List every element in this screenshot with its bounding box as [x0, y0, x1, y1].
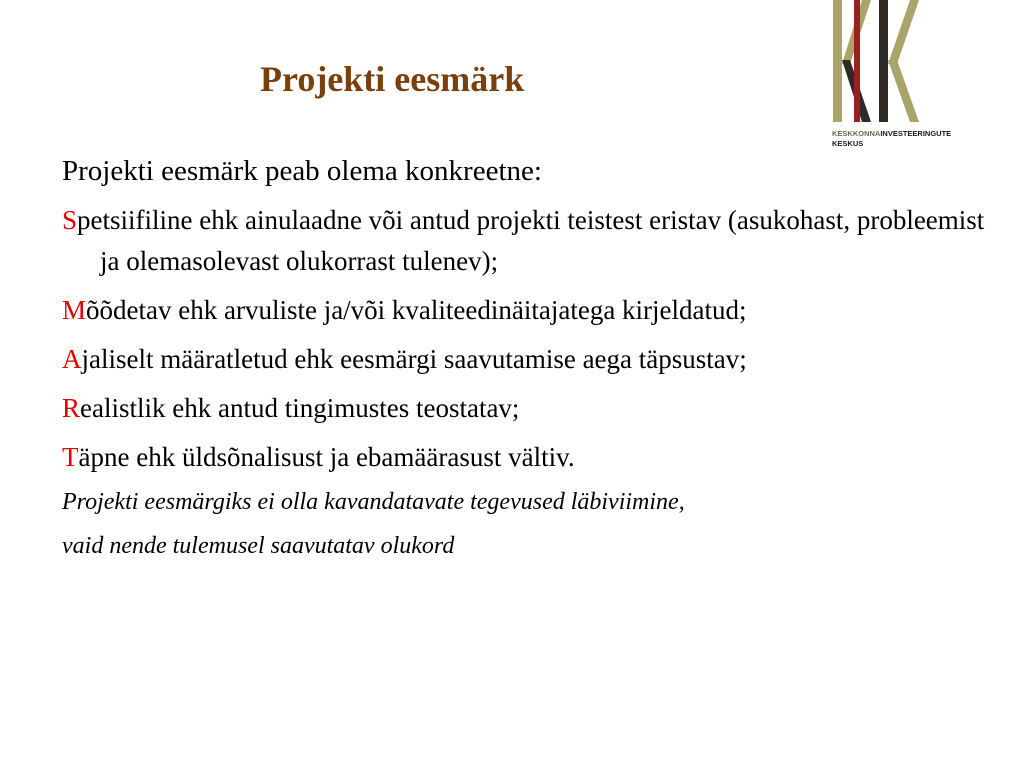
- smart-letter: M: [62, 295, 87, 325]
- italic-note-line-2: vaid nende tulemusel saavutatav olukord: [62, 533, 455, 559]
- smart-letter: R: [62, 393, 81, 423]
- logo-k2-stem: [879, 0, 888, 122]
- smart-item-measurable: [62, 290, 992, 331]
- logo-k2-lower-arm: [888, 60, 919, 122]
- smart-text: äpne ehk üldsõnalisust ja ebamäärasust vältiv.: [78, 442, 575, 472]
- logo-wordmark: [832, 129, 951, 149]
- slide-body: [62, 150, 992, 560]
- logo-i-stem: [854, 0, 860, 122]
- logo-k2-upper-arm: [888, 0, 919, 64]
- logo-word-investeeringute: INVESTEERINGUTE: [880, 129, 952, 138]
- smart-item-time-bound: [62, 339, 992, 380]
- logo-word-keskus: KESKUS: [832, 139, 864, 148]
- smart-text: jaliselt määratletud ehk eesmärgi saavutamise aega täpsustav;: [81, 344, 747, 374]
- logo-k1-stem: [833, 0, 842, 122]
- smart-letter: A: [62, 344, 82, 374]
- smart-text: õõdetav ehk arvuliste ja/või kvaliteedinäitajatega kirjeldatud;: [86, 295, 747, 325]
- smart-text: ealistlik ehk antud tingimustes teostatav;: [80, 393, 520, 423]
- smart-text: petsiifiline ehk ainulaadne või antud projekti teistest eristav (asukohast, probleemist ja olemasolevast olukorrast tulenev);: [77, 205, 985, 276]
- slide-title: Projekti eesmärk: [260, 59, 525, 99]
- smart-item-specific: [62, 200, 992, 282]
- italic-note-line-1: Projekti eesmärgiks ei olla kavandatavate tegevused läbiviimine,: [62, 489, 685, 515]
- logo-word-keskkonna: KESKKONNA: [832, 129, 881, 138]
- lead-statement: Projekti eesmärk peab olema konkreetne:: [62, 155, 542, 187]
- smart-item-realistic: [62, 388, 992, 429]
- smart-item-precise: [62, 437, 992, 478]
- smart-letter: T: [62, 442, 79, 472]
- smart-letter: S: [62, 205, 78, 235]
